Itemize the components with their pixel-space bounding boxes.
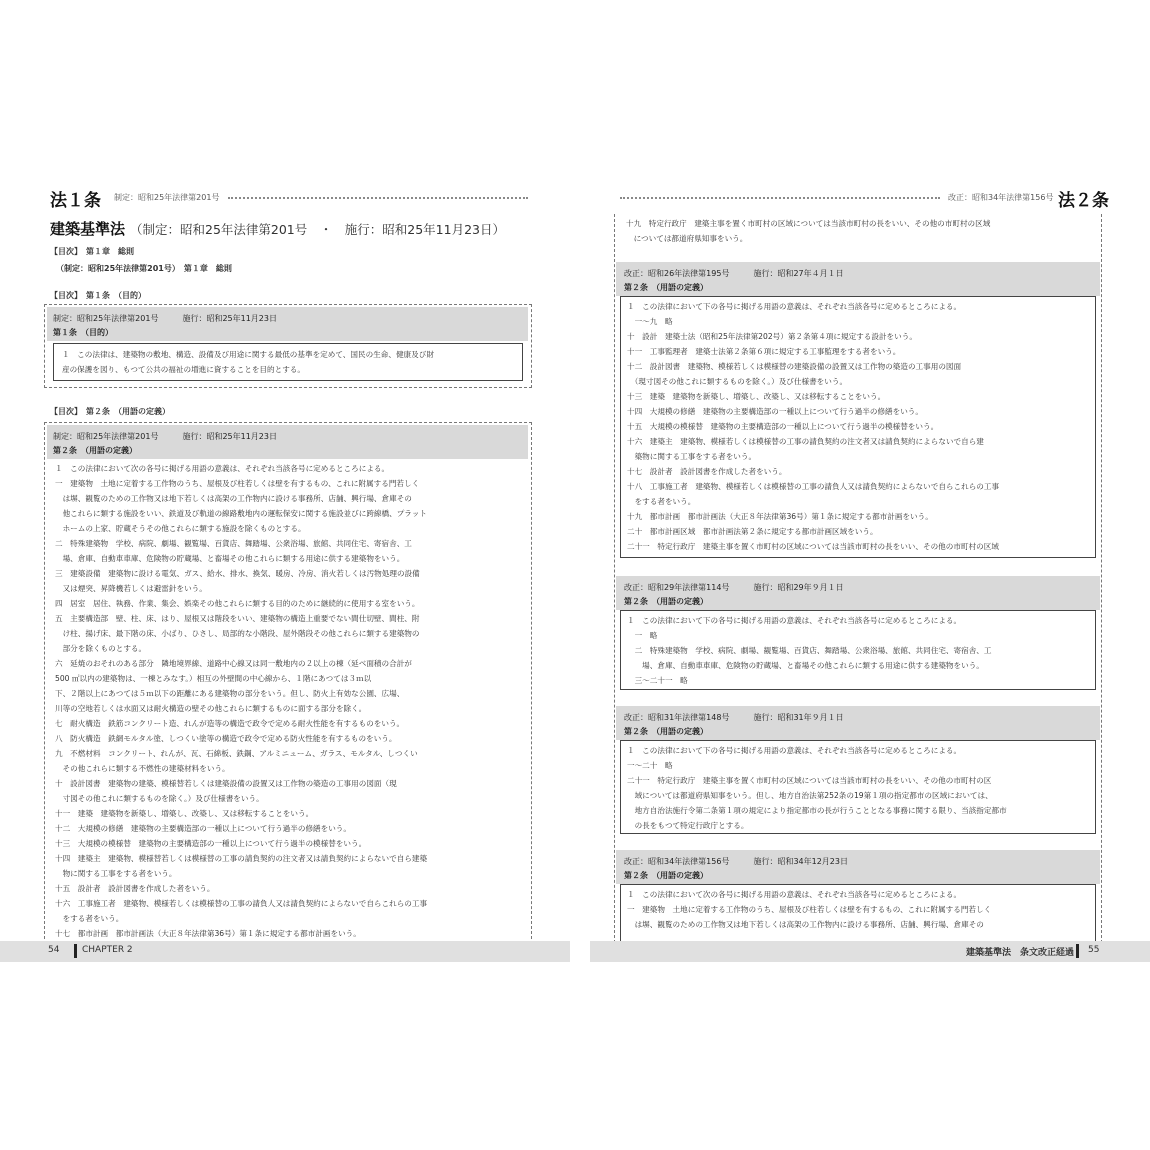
amend1956-line: の長をもつて特定行政庁とする。 bbox=[627, 821, 749, 830]
toc-article1-label: 【目次】 第１条 （目的） bbox=[50, 291, 146, 300]
article2-line: 十 設計図書 建築物の建築、模様替若しくは建築設備の設置又は工作物の築造の工事用の図面（現 bbox=[55, 779, 397, 788]
article2-line: 部分を除くものとする。 bbox=[55, 644, 147, 653]
amend1951-line: １ この法律において下の各号に掲げる用語の意義は、それぞれ当該各号に定めるところによる。 bbox=[627, 302, 962, 311]
amend1951-line: （現寸図その他これに類するものを除く。）及び仕様書をいう。 bbox=[627, 377, 848, 386]
article2-version: 制定：昭和25年法律第201号 施行：昭和25年11月23日 bbox=[53, 432, 277, 441]
article1-line: １ この法律は、建築物の敷地、構造、設備及び用途に関する最低の基準を定めて、国民の生命、健康及び財 bbox=[62, 350, 434, 359]
amend1954-line: 二 特殊建築物 学校、病院、劇場、観覧場、百貨店、舞踏場、公衆浴場、旅館、共同住宅、寄宿舎、工 bbox=[627, 646, 992, 655]
article2-line: 500 ㎡以内の建築物は、一棟とみなす。）相互の外壁間の中心線から、１階にあつては３ｍ以 bbox=[55, 674, 372, 683]
article2-line: 物に関する工事をする者をいう。 bbox=[55, 869, 177, 878]
article2-line: 下、２階以上にあつては５ｍ以下の距離にある建築物の部分をいう。但し、防火上有効な公園、広場、 bbox=[55, 689, 405, 698]
article2-line: 二 特殊建築物 学校、病院、劇場、観覧場、百貨店、舞踏場、公衆浴場、旅館、共同住宅、寄宿舎、工 bbox=[55, 539, 412, 548]
article2-line: 十五 設計者 設計図書を作成した者をいう。 bbox=[55, 884, 215, 893]
right-page-number: 55 bbox=[1088, 945, 1100, 955]
article2-line: １ この法律において次の各号に掲げる用語の意義は、それぞれ当該各号に定めるところによる。 bbox=[55, 464, 390, 473]
article2-heading: 第２条 （用語の定義） bbox=[53, 446, 137, 455]
right-header-title: 法２条 bbox=[1058, 191, 1109, 211]
amend1951-line: 築物に関する工事をする者をいう。 bbox=[627, 452, 757, 461]
article2-line: その他これらに類する不燃性の建築材料をいう。 bbox=[55, 764, 230, 773]
amend1954-text bbox=[627, 613, 1091, 688]
amend1959-line: は塀、観覧のための工作物又は地下若しくは高架の工作物内に設ける事務所、店舗、興行場、倉庫その bbox=[627, 920, 984, 929]
right-page bbox=[612, 180, 1109, 960]
amend1954-line: 一 略 bbox=[627, 631, 658, 640]
amend1951-line: 十八 工事施工者 建築物、模様若しくは模様替の工事の請負人又は請負契約によらないで自らこれらの工事 bbox=[627, 482, 1000, 491]
article1-band bbox=[47, 307, 528, 341]
amend1954-line: 場、倉庫、自動車車庫、危険物の貯蔵場、と畜場その他これらに類する用途に供する建築物をいう。 bbox=[627, 661, 984, 670]
right-header-subtitle: 改正：昭和34年法律第156号 bbox=[948, 193, 1054, 202]
right-footer-separator bbox=[1076, 944, 1079, 958]
amend1956-line: 二十一 特定行政庁 建築主事を置く市町村の区域については当該市町村の長をいい、その他の市町村の区 bbox=[627, 776, 992, 785]
amend1956-version: 改正：昭和31年法律第148号 施行：昭和31年９月１日 bbox=[624, 713, 844, 722]
top-continuation bbox=[626, 216, 1096, 246]
enacted-chapter-label: （制定：昭和25年法律第201号） 第１章 総則 bbox=[56, 264, 232, 273]
right-header-rule bbox=[620, 197, 940, 199]
article2-box bbox=[44, 422, 532, 944]
chapter-label: CHAPTER 2 bbox=[82, 945, 133, 955]
amend1956-line: 域については都道府県知事をいう。但し、地方自治法第252条の19第１項の指定都市の区域においては、 bbox=[627, 791, 993, 800]
amend1951-line: 十七 設計者 設計図書を作成した者をいう。 bbox=[627, 467, 787, 476]
article2-line: 一 建築物 土地に定着する工作物のうち、屋根及び柱若しくは壁を有するもの、これに附属する門若しく bbox=[55, 479, 420, 488]
amend1959-heading: 第２条 （用語の定義） bbox=[624, 871, 708, 880]
article2-line: 寸図その他これに類するものを除く。）及び仕様書をいう。 bbox=[55, 794, 264, 803]
article2-line: をする者をいう。 bbox=[55, 914, 124, 923]
amend1951-line: 十三 建築 建築物を新築し、増築し、改築し、又は移転することをいう。 bbox=[627, 392, 886, 401]
amend1959-version: 改正：昭和34年法律第156号 施行：昭和34年12月23日 bbox=[624, 857, 848, 866]
amend1956-band bbox=[616, 706, 1100, 740]
article2-line: 十六 工事施工者 建築物、模様若しくは模様替の工事の請負人又は請負契約によらないで自らこれらの工事 bbox=[55, 899, 428, 908]
left-footer bbox=[0, 941, 570, 962]
right-footer bbox=[590, 941, 1150, 962]
amend1954-line: １ この法律において下の各号に掲げる用語の意義は、それぞれ当該各号に定めるところによる。 bbox=[627, 616, 962, 625]
article2-line: 四 居室 居住、執務、作業、集会、娯楽その他これらに類する目的のために継続的に使用する室をいう。 bbox=[55, 599, 420, 608]
article1-line: 産の保護を図り、もつて公共の福祉の増進に資することを目的とする。 bbox=[62, 365, 305, 374]
amend1951-text-box bbox=[620, 296, 1096, 558]
article2-band bbox=[47, 425, 528, 459]
amend1951-band bbox=[616, 262, 1100, 296]
article2-line: 十七 都市計画 都市計画法（大正８年法律第36号）第１条に規定する都市計画をいう。 bbox=[55, 929, 361, 938]
article1-version: 制定：昭和25年法律第201号 施行：昭和25年11月23日 bbox=[53, 314, 277, 323]
amend1959-line: 一 建築物 土地に定着する工作物のうち、屋根及び柱若しくは壁を有するもの、これに附属する門若しく bbox=[627, 905, 992, 914]
article2-line: 十三 大規模の模様替 建築物の主要構造部の一種以上について行う過半の模様替をいう。 bbox=[55, 839, 367, 848]
amend1956-line: 一～二十 略 bbox=[627, 761, 673, 770]
article1-text-box bbox=[53, 343, 523, 381]
article2-line: 又は煙突、昇降機若しくは避雷針をいう。 bbox=[55, 584, 207, 593]
left-page bbox=[42, 180, 536, 960]
continuation-line: 十九 特定行政庁 建築主事を置く市町村の区域については当該市町村の長をいい、その他の市町村の区域 bbox=[626, 219, 991, 228]
toc-article2-label: 【目次】 第２条 （用語の定義） bbox=[50, 407, 170, 416]
amend1959-text-box bbox=[620, 884, 1096, 944]
article2-line: 五 主要構造部 壁、柱、床、はり、屋根又は階段をいい、建築物の構造上重要でない間仕切壁、間柱、附 bbox=[55, 614, 420, 623]
amend1951-line: 十四 大規模の修繕 建築物の主要構造部の一種以上について行う過半の修繕をいう。 bbox=[627, 407, 923, 416]
amend1951-line: 十二 設計図書 建築物、模様若しくは模様替の建築設備の設置又は工作物の築造の工事用の図面 bbox=[627, 362, 962, 371]
article2-line: 他これらに類する施設をいい、鉄道及び軌道の線路敷地内の運転保安に関する施設並びに跨線橋、プラット bbox=[55, 509, 427, 518]
article2-line: 十二 大規模の修繕 建築物の主要構造部の一種以上について行う過半の修繕をいう。 bbox=[55, 824, 351, 833]
article2-line: 九 不燃材料 コンクリート、れんが、瓦、石綿板、鉄鋼、アルミニューム、ガラス、モルタル、しつくい bbox=[55, 749, 418, 758]
left-page-number: 54 bbox=[48, 945, 60, 955]
amend1954-line: 三～二十一 略 bbox=[627, 676, 688, 685]
amend1956-text-box bbox=[620, 740, 1096, 834]
article2-text bbox=[55, 461, 521, 941]
amend1951-line: 十 設計 建築士法（昭和25年法律第202号）第２条第４項に規定する設計をいう。 bbox=[627, 332, 917, 341]
amend1959-line: １ この法律において次の各号に掲げる用語の意義は、それぞれ当該各号に定めるところによる。 bbox=[627, 890, 962, 899]
book-title: 建築基準法 条文改正経過 bbox=[966, 948, 1075, 958]
left-header-title: 法１条 bbox=[50, 191, 101, 211]
amend1954-heading: 第２条 （用語の定義） bbox=[624, 597, 708, 606]
article1-heading: 第１条 （目的） bbox=[53, 328, 113, 337]
amend1959-band bbox=[616, 850, 1100, 884]
continuation-line: については都道府県知事をいう。 bbox=[626, 234, 748, 243]
article1-box bbox=[44, 304, 532, 388]
amend1956-line: １ この法律において下の各号に掲げる用語の意義は、それぞれ当該各号に定めるところによる。 bbox=[627, 746, 962, 755]
amend1951-line: 一～九 略 bbox=[627, 317, 673, 326]
toc-chapter-label: 【目次】 第１章 総則 bbox=[50, 247, 134, 256]
left-footer-separator bbox=[74, 944, 77, 958]
article2-line: 十四 建築主 建築物、模様替若しくは模様替の工事の請負契約の注文者又は請負契約によらないで自ら建築 bbox=[55, 854, 428, 863]
article2-line: ホームの上家、貯蔵そうその他これらに類する施設を除くものとする。 bbox=[55, 524, 306, 533]
amend1956-line: 地方自治法施行令第二条第１項の規定により指定都市の長が行うこととなる事務に関する限り、当該指定都市 bbox=[627, 806, 1007, 815]
article2-line: 十一 建築 建築物を新築し、増築し、改築し、又は移転することをいう。 bbox=[55, 809, 314, 818]
law-name: 建築基準法 bbox=[50, 220, 126, 238]
amend1951-heading: 第２条 （用語の定義） bbox=[624, 283, 708, 292]
amend1951-line: 十五 大規模の模様替 建築物の主要構造部の一種以上について行う過半の模様替をいう。 bbox=[627, 422, 939, 431]
amend1956-text bbox=[627, 743, 1091, 833]
left-header-rule bbox=[228, 197, 528, 199]
article2-line: 七 耐火構造 鉄筋コンクリート造、れんが造等の構造で政令で定める耐火性能を有するものをいう。 bbox=[55, 719, 405, 728]
article2-line: 六 延焼のおそれのある部分 隣地境界線、道路中心線又は同一敷地内の２以上の棟（延べ面積の合計が bbox=[55, 659, 412, 668]
amend1951-text bbox=[627, 299, 1091, 554]
amend1956-heading: 第２条 （用語の定義） bbox=[624, 727, 708, 736]
law-meta: （制定：昭和25年法律第201号 ・ 施行：昭和25年11月23日） bbox=[130, 222, 505, 237]
amend1951-line: 二十 都市計画区域 都市計画法第２条に規定する都市計画区域をいう。 bbox=[627, 527, 878, 536]
amend1951-line: 十一 工事監理者 建築士法第２条第６項に規定する工事監理をする者をいう。 bbox=[627, 347, 901, 356]
amend1954-band bbox=[616, 576, 1100, 610]
amend1951-line: 二十一 特定行政庁 建築主事を置く市町村の区域については当該市町村の長をいい、その他の市町村の区域 bbox=[627, 542, 999, 551]
article2-line: 三 建築設備 建築物に設ける電気、ガス、給水、排水、換気、暖房、冷房、消火若しくは汚物処理の設備 bbox=[55, 569, 420, 578]
amend1954-text-box bbox=[620, 610, 1096, 690]
amend1951-line: 十六 建築主 建築物、模様若しくは模様替の工事の請負契約の注文者又は請負契約によらないで自ら建 bbox=[627, 437, 984, 446]
amend1951-line: 十九 都市計画 都市計画法（大正８年法律第36号）第１条に規定する都市計画をいう。 bbox=[627, 512, 933, 521]
article2-line: は塀、観覧のための工作物又は地下若しくは高架の工作物内に設ける事務所、店舗、興行場、倉庫その bbox=[55, 494, 412, 503]
amend1959-text bbox=[627, 887, 1091, 932]
article2-line: け柱、揚げ床、最下階の床、小ばり、ひさし、局部的な小階段、屋外階段その他これらに類する建築物の bbox=[55, 629, 420, 638]
left-header-subtitle: 制定：昭和25年法律第201号 bbox=[114, 193, 220, 202]
article2-line: 場、倉庫、自動車車庫、危険物の貯蔵場、と畜場その他これらに類する用途に供する建築物をいう。 bbox=[55, 554, 405, 563]
amend1954-version: 改正：昭和29年法律第114号 施行：昭和29年９月１日 bbox=[624, 583, 844, 592]
amend1951-line: をする者をいう。 bbox=[627, 497, 696, 506]
amend1951-version: 改正：昭和26年法律第195号 施行：昭和27年４月１日 bbox=[624, 269, 844, 278]
article2-line: 川等の空地若しくは水面又は耐火構造の壁その他これらに類するものに面する部分を除く。 bbox=[55, 704, 367, 713]
article2-line: 八 防火構造 鉄網モルタル塗、しつくい塗等の構造で政令で定める防火性能を有するものをいう。 bbox=[55, 734, 397, 743]
